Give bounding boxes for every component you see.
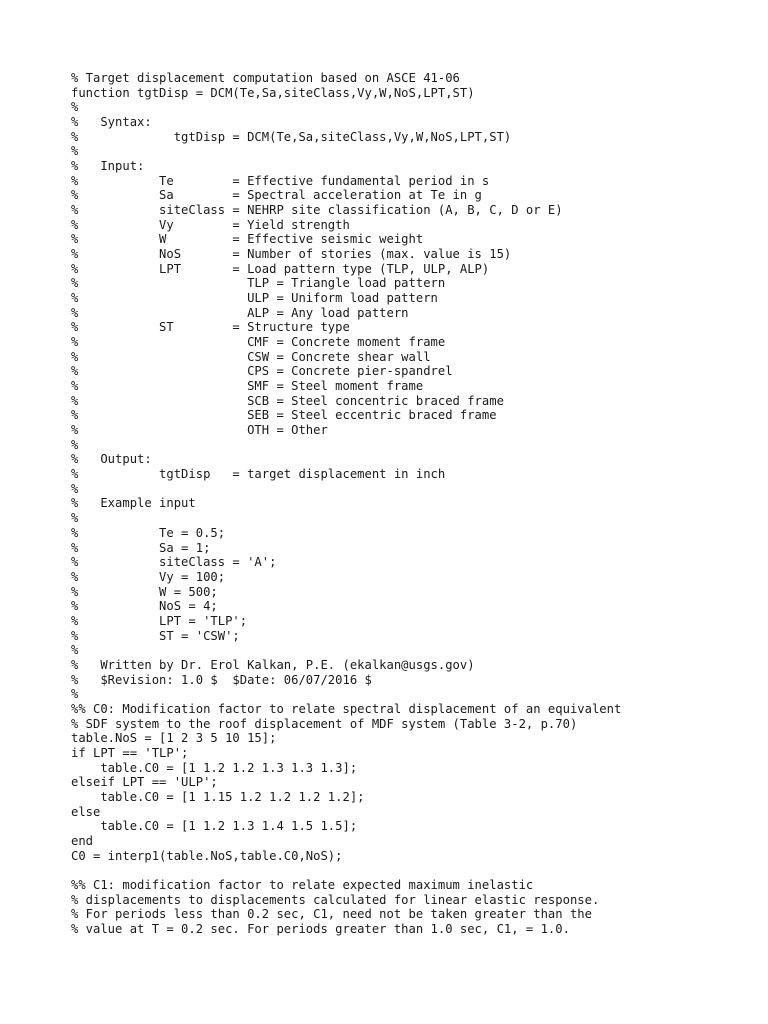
code-line: %: [71, 100, 79, 115]
code-line: % siteClass = NEHRP site classification (A, B, C, D or E): [71, 203, 563, 218]
code-line: % CMF = Concrete moment frame: [71, 335, 446, 350]
code-line: % Vy = Yield strength: [71, 217, 350, 232]
code-line: % SCB = Steel concentric braced frame: [71, 393, 504, 408]
code-line: % CPS = Concrete pier-spandrel: [71, 364, 453, 379]
code-line: %: [71, 687, 79, 702]
code-line: table.C0 = [1 1.2 1.3 1.4 1.5 1.5];: [71, 819, 358, 834]
code-line: if LPT == 'TLP';: [71, 745, 189, 760]
code-line: table.C0 = [1 1.15 1.2 1.2 1.2 1.2];: [71, 789, 365, 804]
code-line: elseif LPT == 'ULP';: [71, 775, 218, 790]
code-line: % SDF system to the roof displacement of MDF system (Table 3-2, p.70): [71, 716, 578, 731]
code-document: [71, 71, 751, 937]
code-line: %: [71, 437, 79, 452]
code-line: % Sa = Spectral acceleration at Te in g: [71, 188, 482, 203]
code-line: % $Revision: 1.0 $ $Date: 06/07/2016 $: [71, 672, 372, 687]
code-line: % ULP = Uniform load pattern: [71, 291, 438, 306]
code-line: % Sa = 1;: [71, 540, 211, 555]
code-line: %: [71, 511, 79, 526]
code-line: % NoS = Number of stories (max. value is 15): [71, 247, 512, 262]
code-line: % ALP = Any load pattern: [71, 305, 409, 320]
code-line: % ST = Structure type: [71, 320, 350, 335]
code-line: table.C0 = [1 1.2 1.2 1.3 1.3 1.3];: [71, 760, 358, 775]
code-line: % tgtDisp = DCM(Te,Sa,siteClass,Vy,W,NoS,LPT,ST): [71, 129, 512, 144]
code-line: % SMF = Steel moment frame: [71, 379, 424, 394]
code-line: [71, 863, 751, 878]
code-line: %% C0: Modification factor to relate spectral displacement of an equivalent: [71, 701, 622, 716]
code-line: % TLP = Triangle load pattern: [71, 276, 446, 291]
code-line: % Written by Dr. Erol Kalkan, P.E. (ekalkan@usgs.gov): [71, 657, 475, 672]
code-line: % W = Effective seismic weight: [71, 232, 424, 247]
code-line: % For periods less than 0.2 sec, C1, need not be taken greater than the: [71, 907, 592, 922]
code-line: % Vy = 100;: [71, 569, 226, 584]
code-line: % siteClass = 'A';: [71, 555, 277, 570]
code-line: % W = 500;: [71, 584, 218, 599]
code-line: % NoS = 4;: [71, 599, 218, 614]
code-line: %: [71, 643, 79, 658]
code-line: %% C1: modification factor to relate expected maximum inelastic: [71, 877, 534, 892]
code-line: % SEB = Steel eccentric braced frame: [71, 408, 497, 423]
code-line: function tgtDisp = DCM(Te,Sa,siteClass,Vy,W,NoS,LPT,ST): [71, 85, 475, 100]
code-line: C0 = interp1(table.NoS,table.C0,NoS);: [71, 848, 343, 863]
code-line: % Output:: [71, 452, 152, 467]
code-line: %: [71, 144, 79, 159]
code-line: % Te = Effective fundamental period in s: [71, 173, 490, 188]
code-line: %: [71, 481, 79, 496]
code-line: % Target displacement computation based on ASCE 41-06: [71, 71, 460, 85]
code-line: % value at T = 0.2 sec. For periods greater than 1.0 sec, C1, = 1.0.: [71, 921, 570, 936]
code-line: % ST = 'CSW';: [71, 628, 240, 643]
code-line: % CSW = Concrete shear wall: [71, 349, 431, 364]
code-line: % displacements to displacements calculated for linear elastic response.: [71, 892, 600, 907]
code-line: else: [71, 804, 101, 819]
code-line: end: [71, 833, 94, 848]
code-line: % OTH = Other: [71, 423, 328, 438]
code-line: % LPT = 'TLP';: [71, 613, 248, 628]
code-line: % Syntax:: [71, 115, 152, 130]
code-line: % tgtDisp = target displacement in inch: [71, 467, 446, 482]
code-line: % Te = 0.5;: [71, 525, 226, 540]
code-line: % Example input: [71, 496, 196, 511]
code-line: table.NoS = [1 2 3 5 10 15];: [71, 731, 277, 746]
code-line: % LPT = Load pattern type (TLP, ULP, ALP): [71, 261, 490, 276]
code-line: % Input:: [71, 159, 145, 174]
